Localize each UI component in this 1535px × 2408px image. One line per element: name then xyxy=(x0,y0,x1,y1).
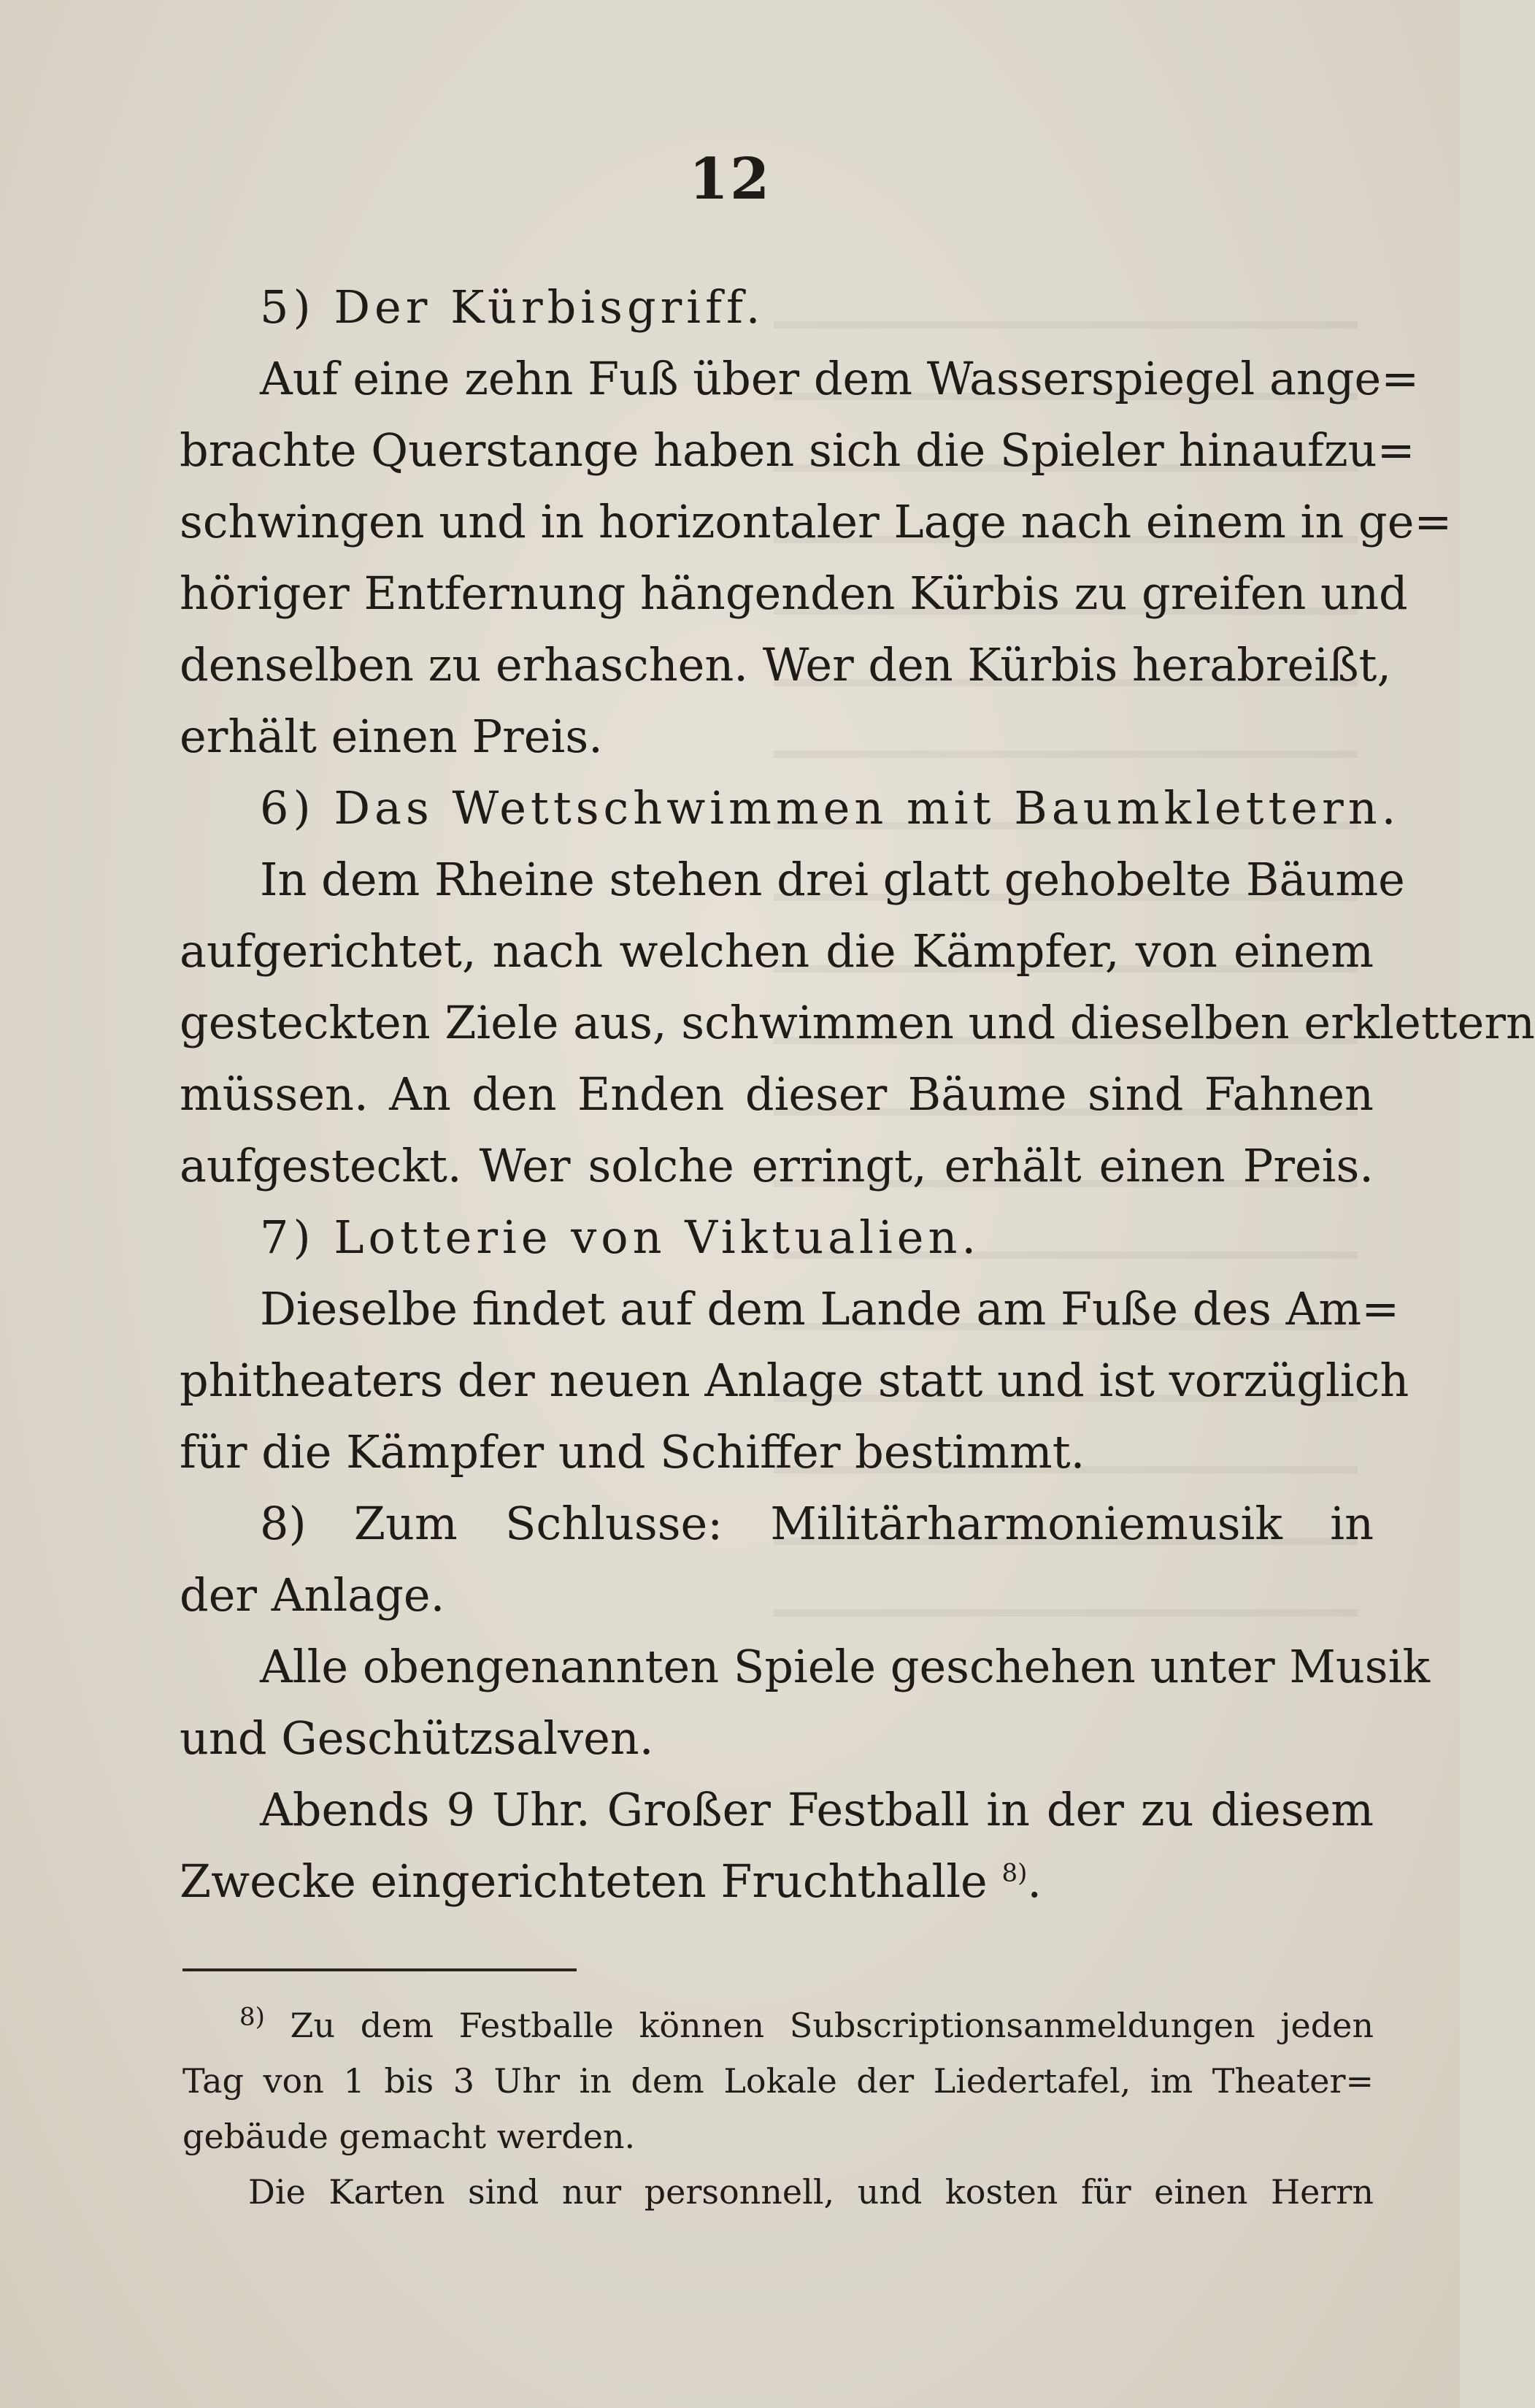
text-line: und Geschützsalven. xyxy=(180,1711,654,1765)
footnote-line: gebäude gemacht werden. xyxy=(182,2117,636,2156)
text-line: 7) Lotterie von Viktualien. xyxy=(260,1211,981,1264)
text-line: aufgerichtet, nach welchen die Kämpfer, von einem xyxy=(180,924,1374,978)
text-line: Abends 9 Uhr. Großer Festball in der zu diesem xyxy=(260,1783,1374,1836)
text-line: müssen. An den Enden dieser Bäume sind Fahnen xyxy=(180,1067,1374,1121)
text-line: 5) Der Kürbisgriff. xyxy=(260,280,765,334)
text-line: In dem Rheine stehen drei glatt gehobelte Bäume xyxy=(260,853,1405,906)
text-line: Zwecke eingerichteten Fruchthalle $^{8)}$. xyxy=(180,1855,1042,1908)
text-line: erhält einen Preis. xyxy=(180,710,603,763)
text-line: gesteckten Ziele aus, schwimmen und dieselben erklettern xyxy=(180,996,1535,1049)
text-line: der Anlage. xyxy=(180,1568,445,1622)
footnote-line: Die Karten sind nur personnell, und kosten für einen Herrn xyxy=(248,2172,1374,2212)
footnote-rule xyxy=(182,1968,577,1971)
text-line: aufgesteckt. Wer solche erringt, erhält einen Preis. xyxy=(180,1139,1374,1192)
text-line: Alle obengenannten Spiele geschehen unter Musik xyxy=(260,1640,1431,1693)
text-line: denselben zu erhaschen. Wer den Kürbis herabreißt, xyxy=(180,638,1392,691)
text-line: Auf eine zehn Fuß über dem Wasserspiegel ange= xyxy=(260,352,1420,405)
footnote xyxy=(182,1998,1374,2220)
text-line: höriger Entfernung hängenden Kürbis zu greifen und xyxy=(180,567,1408,620)
footnote-reference: 8) xyxy=(1001,1858,1028,1888)
text-line: 8) Zum Schlusse: Militärharmoniemusik in xyxy=(260,1497,1374,1550)
footnote-marker: 8) xyxy=(239,2002,265,2032)
text-line: brachte Querstange haben sich die Spieler hinaufzu= xyxy=(180,423,1415,477)
text-line: phitheaters der neuen Anlage statt und ist vorzüglich xyxy=(180,1354,1409,1407)
text-line: schwingen und in horizontaler Lage nach einem in ge= xyxy=(180,495,1453,548)
footnote-line: Tag von 1 bis 3 Uhr in dem Lokale der Liedertafel, im Theater= xyxy=(182,2061,1374,2101)
footnote-line: $^{8)}$ Zu dem Festballe können Subscriptionsanmeldungen jeden xyxy=(239,2002,1374,2045)
text-line: 6) Das Wettschwimmen mit Baumklettern. xyxy=(260,781,1401,835)
text-line: für die Kämpfer und Schiffer bestimmt. xyxy=(180,1425,1085,1479)
body-text xyxy=(180,272,1535,1917)
page-number: 12 xyxy=(688,146,772,212)
text-line: Dieselbe findet auf dem Lande am Fuße des Am= xyxy=(260,1282,1400,1335)
